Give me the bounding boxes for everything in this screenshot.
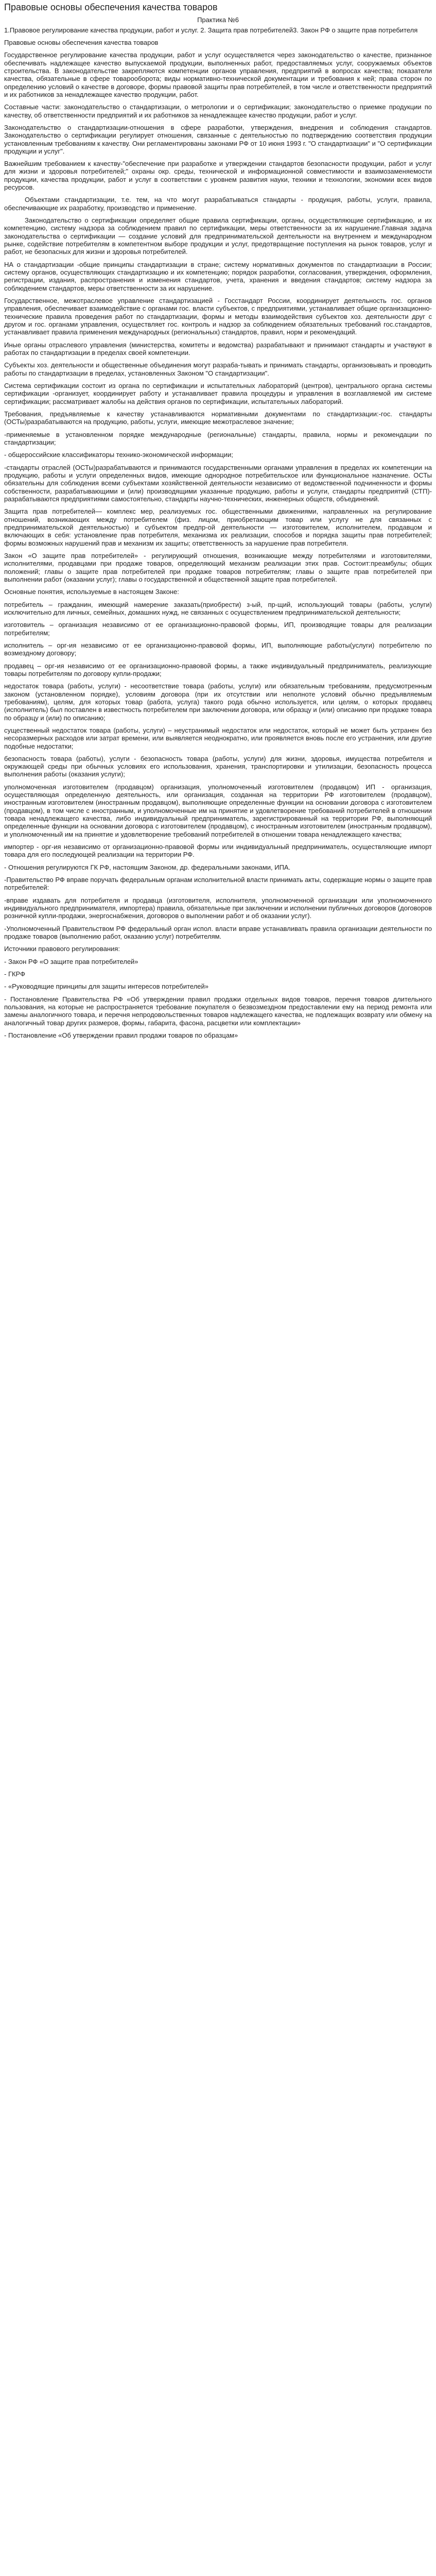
paragraph: исполнитель – орг-ия независимо от ее организационно-правовой формы, ИП, выполняющие работы(услуги) потребителю по возмездному договору; bbox=[4, 641, 432, 657]
paragraph: -Уполномоченный Правительством РФ федеральный орган испол. власти вправе устанавливать правила организации деятельности по продаже товаров (выполнению работ, оказанию услуг) потребителям. bbox=[4, 924, 432, 941]
paragraph: Основные понятия, используемые в настоящем Законе: bbox=[4, 588, 179, 596]
paragraph: -Правительство РФ вправе поручать федеральным органам исполнительной власти принимать акты, содержащие нормы о защите прав потребителей: bbox=[4, 876, 432, 892]
document-page bbox=[0, 0, 436, 1053]
paragraph: Составные части: законодательство о стандартизации, о метрологии и о сертификации; законодательство о приемке продукции по качеству, об ответственности предприятий и их работников за ненадлежащее качество продукции, работ и услуг. bbox=[4, 103, 432, 119]
paragraph: Источники правового регулирования: bbox=[4, 945, 120, 953]
paragraph: Важнейшим требованием к качеству-"обеспечение при разработке и утверждении стандартов безопасности продукции, работ и услуг для жизни и здоровья потребителей;" охраны окр. среды, технической и информационной совместимости и взаимозаменяемости продукции, качества продукции, работ и услуг в соответствии с уровнем развития науки, техники и технологии, экономии всех видов ресурсов. bbox=[4, 160, 432, 192]
paragraph: -стандарты отраслей (ОСТы)разрабатываются и принимаются государственными органами управления в пределах их компетенции на продукцию, работы и услуги определенных видов, имеющие однородное потребительское или функциональное назначение. ОСТы обязательны для соблюдения всеми субъектами хозяйственной деятельности независимо от ведомственной подчиненности и формы собственности, разрабатывающими и (или) производящими указанные продукцию, работы и услуги, стандарты предприятий (СТП)-разрабатываются предприятиями самостоятельно, стандарты научно-технических, инженерных обществ, объединений. bbox=[4, 463, 432, 503]
paragraph: Субъекты хоз. деятельности и общественные объединения могут разраба-тывать и принимать стандарты, организовывать и проводить работы по стандартизации в пределах, установленных Законом "О стандартизации". bbox=[4, 361, 432, 377]
paragraph: -применяемые в установленном порядке международные (региональные) стандарты, правила, нормы и рекомендации по стандартизации; bbox=[4, 430, 432, 446]
paragraph: - общероссийские классификаторы технико-экономической информации; bbox=[4, 451, 233, 459]
paragraph: Государственное регулирование качества продукции, работ и услуг осуществляется через законодательство о качестве, признанное обеспечивать надлежащее качество выпускаемой продукции, выполненных работ, предоставляемых услуг, сооружаемых объектов строительства. В законодательстве закрепляются компетенции органов управления, предприятий в вопросах качества; показатели качества, обязательные в сфере товарооборота; виды нормативно-технической документации и требования к ней; права сторон по определению условий о качестве в договоре, формы правовой защиты прав потребителей, в том числе и ответственности предприятий и их работников за ненадлежащее качество продукции, работ. bbox=[4, 51, 432, 98]
paragraph: Законодательство о сертификации определяет общие правила сертификации, органы, осуществляющие сертификацию, и их компетенцию, систему надзора за соблюдением правил по сертификации, меры ответственности за их нарушение.Главная задача законодательства о сертификации — создание условий для предпринимательской деятельности на внутреннем и международном рынке, содействие потребителям в компетентном выборе продукции и услуг, предотвращение поступления на рынок товаров, услуг и работ, не безопасных для жизни и здоровья потребителей. bbox=[4, 216, 432, 256]
paragraph: Правовые основы обеспечения качества товаров bbox=[4, 38, 159, 46]
paragraph: импортер - орг-ия независимо от организационно-правовой формы или индивидуальный предприниматель, осуществляющие импорт товара для его последующей реализации на территории РФ. bbox=[4, 843, 432, 859]
paragraph: изготовитель – организация независимо от ее организационно-правовой формы, ИП, производящие товары для реализации потребителям; bbox=[4, 621, 432, 637]
paragraph: Иные органы отраслевого управления (министерства, комитеты и ведомства) разрабатывают и принимают стандарты и участвуют в работах по стандартизации в пределах своей компетенции. bbox=[4, 341, 432, 357]
paragraph: Защита прав потребителей— комплекс мер, реализуемых гос. общественными движениями, направленных на регулирование отношений, возникающих между потребителем (физ. лицом, приобретающим товар или услугу не для связанных с предпринимательской деятельностью) и субъектом предпр-ой деятельности — изготовителем, исполнителем, продавцом и включающих в себя: установление прав потребителя, механизма их реализации, способов и порядка защиты прав потребителей; формы возможных нарушений прав и механизм их защиты; ответственность за нарушение прав потребителя. bbox=[4, 507, 432, 547]
paragraph: Требования, предъявляемые к качеству устанавливаются нормативными документами по стандартизации:-гос. стандарты (ОСТы)разрабатываются на продукцию, работы, услуги, имеющие межотраслевое значение; bbox=[4, 410, 432, 426]
paragraph: Закон «О защите прав потребителей» - регулирующий отношения, возникающие между потребителями и изготовителями, исполнителями, продавцами при продаже товаров, определяющий механизм реализации этих прав. Состоит:преамбулы; общих положений; главы о защите прав потребителей при продаже товаров потребителям; главы о защите прав потребителей при выполнении работ (оказании услуг); главы о государственной и общественной защите прав потребителей. bbox=[4, 551, 432, 583]
paragraph: Государственное, межотраслевое управление стандартизацией - Госстандарт России, координирует деятельность гос. органов управления, обеспечивает взаимодействие с органами гос. власти субъектов, с предприятиями, устанавливает общие организационно-технические правила проведения работ по стандартизации, формы и методы взаимодействия субъектов хоз. деятельности друг с другом и гос. органами управления, осуществляет гос. контроль и надзор за соблюдением обязательных требований гос.стандартов, устанавливает правила применения международных (региональных) стандартов, правил, норм и рекомендаций. bbox=[4, 297, 432, 336]
paragraph: - Постановление «Об утверждении правил продажи товаров по образцам» bbox=[4, 1031, 238, 1040]
page-title: Правовые основы обеспечения качества товаров bbox=[4, 2, 218, 12]
paragraph: - ГКРФ bbox=[4, 970, 25, 978]
paragraph: Законодательство о стандартизации-отношения в сфере разработки, утверждения, внедрения и соблюдения стандартов. Законодательство о сертификации регулирует отношения, связанные с деятельностью по подтверждению соответствия продукции установленным требованиям к качеству. Они регламентированы законами РФ от 10 июня 1993 г. "О стандартизации" и "О сертификации продукции и услуг". bbox=[4, 123, 432, 155]
paragraph: Система сертификации состоит из органа по сертификации и испытательных лабораторий (центров), центрального органа системы сертификации -организует, координирует работу и устанавливает правила процедуры и управления в возглавляемой им системе сертификации; рассматривает жалобы на действия органов по сертификации, испытательных лабораторий. bbox=[4, 382, 432, 405]
document-body bbox=[4, 26, 432, 1040]
paragraph: 1.Правовое регулирование качества продукции, работ и услуг. 2. Защита прав потребителей3. Закон РФ о защите прав потребителя bbox=[4, 26, 418, 34]
paragraph: -вправе издавать для потребителя и продавца (изготовителя, исполнителя, уполномоченной организации или уполномоченного индивидуального предпринимателя, импортера) правила, обязательные при заключении и исполнении публичных договоров (договоров розничной купли-продажи, энергоснабжения, договоров о выполнении работ и об оказании услуг). bbox=[4, 896, 432, 920]
paragraph: продавец – орг-ия независимо от ее организационно-правовой формы, а также индивидуальный предприниматель, реализующие товары потребителям по договору купли-продажи; bbox=[4, 662, 432, 677]
practice-subtitle: Практика №6 bbox=[197, 16, 239, 24]
paragraph: уполномоченная изготовителем (продавцом) организация, уполномоченный изготовителем (продавцом) ИП - организация, осуществляющая определенную деятельность, или организация, созданная на территории РФ изготовителем (продавцом), иностранным изготовителем (иностранным продавцом), выполняющие определенные функции на основании договора с изготовителем (продавцом), в том числе с иностранным, и уполномоченные им на принятие и удовлетворение требований потребителей в отношении товара ненадлежащего качества, либо индивидуальный предприниматель, зарегистрированный на территории РФ, выполняющий определенные функции на основании договора с изготовителем (продавцом), с иностранным изготовителем (иностранным продавцом), и уполномоченный им на принятие и удовлетворение требований потребителей в отношении товара ненадлежащего качества; bbox=[4, 783, 432, 838]
paragraph: - Отношения регулируются ГК РФ, настоящим Законом, др. федеральными законами, ИПА. bbox=[4, 863, 291, 871]
paragraph: - «Руководящие принципы для защиты интересов потребителей» bbox=[4, 982, 209, 991]
paragraph: потребитель – гражданин, имеющий намерение заказать(приобрести) з-ый, пр-щий, использующий товары (работы, услуги) исключительно для личных, семейных, домашних нужд, не связанных с осуществлением предпринимательской деятельности; bbox=[4, 600, 432, 616]
paragraph: безопасность товара (работы), услуги - безопасность товара (работы, услуги) для жизни, здоровья, имущества потребителя и окружающей среды при обычных условиях его использования, хранения, транспортировки и утилизации, безопасность процесса выполнения работы (оказания услуги); bbox=[4, 754, 432, 778]
paragraph: - Постановление Правительства РФ «Об утверждении правил продажи отдельных видов товаров, перечня товаров длительного пользования, на которые не распространяется требование покупателя о безвозмездном предоставлении ему на период ремонта или замены аналогичного товара, и перечня непродовольственных товаров надлежащего качества, не подлежащих возврату или обмену на аналогичный товар других размеров, формы, габарита, фасона, расцветки или комплектации» bbox=[4, 995, 432, 1027]
paragraph: недостаток товара (работы, услуги) - несоответствие товара (работы, услуги) или обязательным требованиям, предусмотренным законом (установленном порядке), условиям договора (при их отсутствии или неполноте условий обычно предъявляемым требованиям), целям, для которых товар (работа, услуга) такого рода обычно используется, или целям, о которых продавец (исполнитель) был поставлен в известность потребителем при заключении договора, или образцу и (или) описанию при продаже товара по образцу и (или) по описанию; bbox=[4, 682, 432, 722]
paragraph: НА о стандартизации -общие принципы стандартизации в стране; систему нормативных документов по стандартизации в России; систему органов, осуществляющих стандартизацию и их компетенцию; порядок разработки, согласования, утверждения, оформления, регистрации, издания, распространения и изменения стандартов, учета, хранения и введения стандартов; систему надзора за соблюдением стандартов, меры ответственности за их нарушение. bbox=[4, 260, 432, 292]
paragraph: Объектами стандартизации, т.е. тем, на что могут разрабатываться стандарты - продукция, работы, услуги, правила, обеспечивающие их разработку, производство и применение. bbox=[4, 196, 432, 212]
paragraph: существенный недостаток товара (работы, услуги) – неустранимый недостаток или недостаток, который не может быть устранен без несоразмерных расходов или затрат времени, или выявляется неоднократно, или проявляется вновь после его устранения, или другие подобные недостатки; bbox=[4, 726, 432, 750]
paragraph: - Закон РФ «О защите прав потребителей» bbox=[4, 957, 138, 965]
